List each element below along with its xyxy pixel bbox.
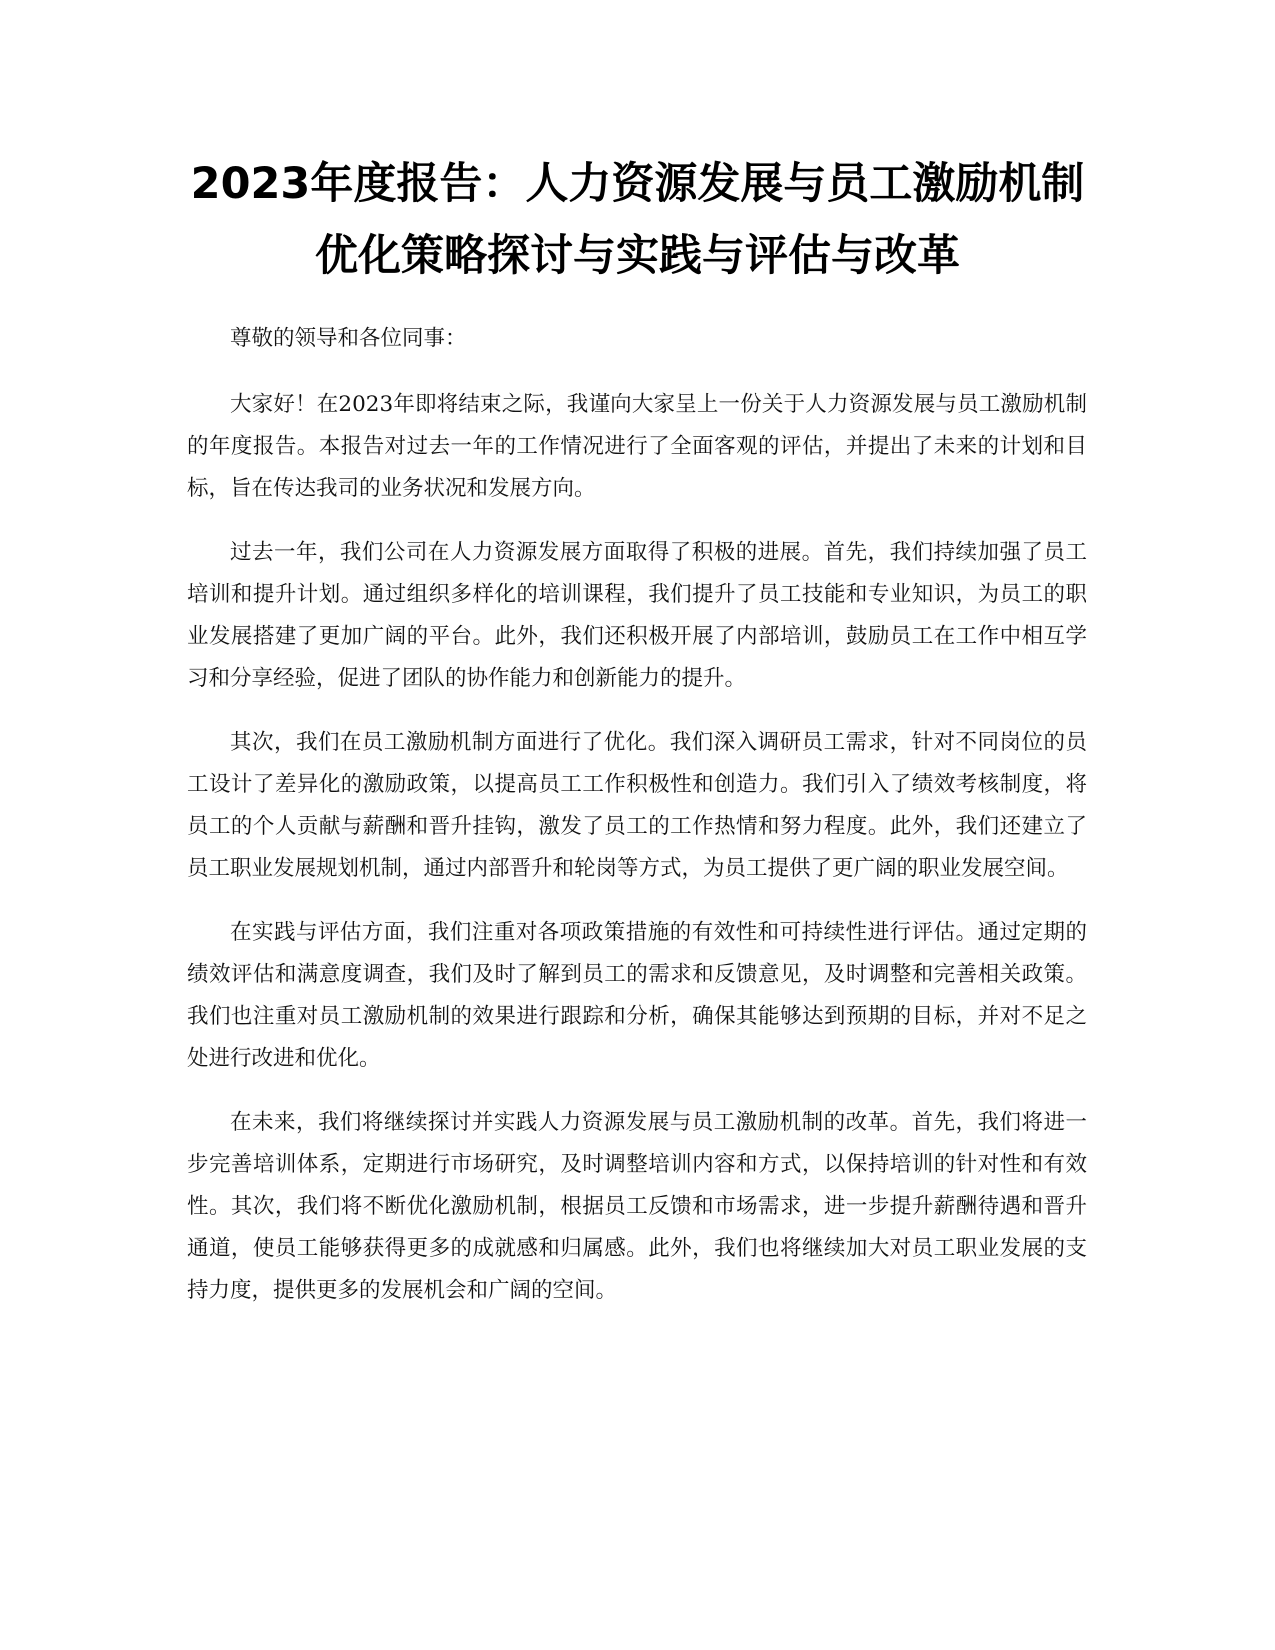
document-title: 2023年度报告：人力资源发展与员工激励机制优化策略探讨与实践与评估与改革	[190, 159, 1085, 281]
document-body	[187, 318, 1087, 1334]
paragraph-incentive-mechanism: 其次，我们在员工激励机制方面进行了优化。我们深入调研员工需求，针对不同岗位的员工设计了差异化的激励政策，以提高员工工作积极性和创造力。我们引入了绩效考核制度，将员工的个人贡献与薪酬和晋升挂钩，激发了员工的工作热情和努力程度。此外，我们还建立了员工职业发展规划机制，通过内部晋升和轮岗等方式，为员工提供了更广阔的职业发展空间。	[187, 730, 1087, 881]
paragraph-hr-development: 过去一年，我们公司在人力资源发展方面取得了积极的进展。首先，我们持续加强了员工培训和提升计划。通过组织多样化的培训课程，我们提升了员工技能和专业知识，为员工的职业发展搭建了更加广阔的平台。此外，我们还积极开展了内部培训，鼓励员工在工作中相互学习和分享经验，促进了团队的协作能力和创新能力的提升。	[187, 540, 1087, 691]
paragraph-future-plans: 在未来，我们将继续探讨并实践人力资源发展与员工激励机制的改革。首先，我们将进一步完善培训体系，定期进行市场研究，及时调整培训内容和方式，以保持培训的针对性和有效性。其次，我们将不断优化激励机制，根据员工反馈和市场需求，进一步提升薪酬待遇和晋升通道，使员工能够获得更多的成就感和归属感。此外，我们也将继续加大对员工职业发展的支持力度，提供更多的发展机会和广阔的空间。	[187, 1110, 1087, 1303]
paragraph-intro: 大家好！在2023年即将结束之际，我谨向大家呈上一份关于人力资源发展与员工激励机制的年度报告。本报告对过去一年的工作情况进行了全面客观的评估，并提出了未来的计划和目标，旨在传达我司的业务状况和发展方向。	[187, 392, 1087, 501]
greeting-line: 尊敬的领导和各位同事：	[230, 326, 467, 351]
paragraph-practice-evaluation: 在实践与评估方面，我们注重对各项政策措施的有效性和可持续性进行评估。通过定期的绩效评估和满意度调查，我们及时了解到员工的需求和反馈意见，及时调整和完善相关政策。我们也注重对员工激励机制的效果进行跟踪和分析，确保其能够达到预期的目标，并对不足之处进行改进和优化。	[187, 920, 1087, 1071]
